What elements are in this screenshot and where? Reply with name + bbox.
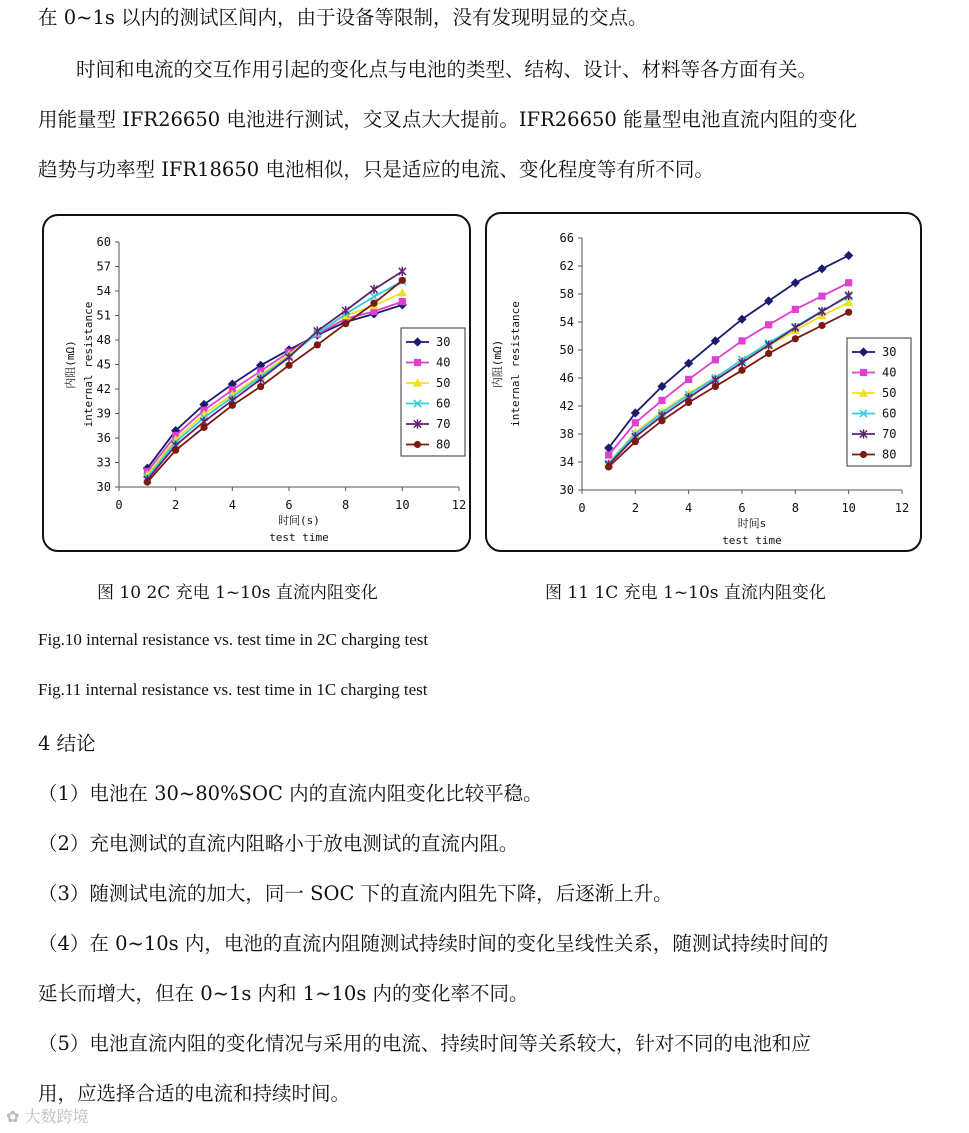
fig10-point-80 bbox=[285, 362, 292, 369]
fig10-legend-label-80: 80 bbox=[436, 437, 451, 452]
figure-11-caption-cn: 图 11 1C 充电 1~10s 直流内阻变化 bbox=[545, 583, 826, 603]
fig10-point-80 bbox=[257, 383, 264, 390]
fig11-ylabel-en: internal resistance bbox=[509, 301, 522, 427]
fig11-point-40 bbox=[712, 356, 719, 363]
fig11-x-tick-label: 2 bbox=[631, 501, 639, 515]
fig10-series-line-30 bbox=[147, 305, 402, 468]
fig10-x-tick-label: 2 bbox=[172, 498, 180, 512]
fig10-point-50 bbox=[398, 288, 407, 296]
fig10-point-80 bbox=[342, 320, 349, 327]
conclusion-item-2: （2）充电测试的直流内阻略小于放电测试的直流内阻。 bbox=[38, 832, 519, 855]
figure-10-chart bbox=[44, 216, 469, 550]
fig11-y-tick-label: 34 bbox=[559, 455, 574, 469]
watermark-logo-icon: ✿ bbox=[6, 1107, 20, 1126]
conclusion-item-1: （1）电池在 30~80%SOC 内的直流内阻变化比较平稳。 bbox=[38, 782, 543, 805]
fig11-series-30 bbox=[604, 251, 853, 453]
fig11-point-40 bbox=[765, 321, 772, 328]
figure-10-caption-en: Fig.10 internal resistance vs. test time in 2C charging test bbox=[38, 630, 429, 649]
fig11-series-80 bbox=[605, 309, 852, 471]
fig11-point-80 bbox=[605, 463, 612, 470]
fig11-legend-label-60: 60 bbox=[882, 406, 897, 421]
fig10-x-tick-label: 6 bbox=[285, 498, 293, 512]
fig10-y-tick-label: 33 bbox=[96, 455, 111, 470]
fig10-point-80 bbox=[144, 479, 151, 486]
fig11-series-50 bbox=[604, 298, 853, 467]
fig10-x-tick-label: 12 bbox=[451, 498, 467, 512]
figure-10-frame bbox=[42, 214, 471, 552]
intro-line-2: 时间和电流的交互作用引起的变化点与电池的类型、结构、设计、材料等各方面有关。 bbox=[76, 58, 818, 81]
fig11-point-80 bbox=[765, 350, 772, 357]
fig10-series-line-50 bbox=[147, 293, 402, 475]
fig10-ylabel-en: internal resistance bbox=[82, 301, 95, 428]
fig11-point-40 bbox=[658, 397, 665, 404]
fig11-x-tick-label: 10 bbox=[841, 501, 856, 515]
fig10-y-tick-label: 30 bbox=[96, 480, 111, 494]
fig11-legend bbox=[847, 338, 911, 466]
fig10-y-tick-label: 45 bbox=[96, 357, 111, 372]
fig10-y-tick-label: 57 bbox=[96, 259, 111, 274]
fig11-point-40 bbox=[632, 419, 639, 426]
fig11-y-tick-label: 50 bbox=[559, 343, 574, 357]
fig10-point-80 bbox=[399, 277, 406, 284]
fig10-series-40 bbox=[144, 298, 406, 475]
watermark-text: 大数跨境 bbox=[24, 1107, 89, 1126]
fig11-point-40 bbox=[792, 306, 799, 313]
fig10-point-80 bbox=[200, 424, 207, 431]
fig11-point-80 bbox=[632, 438, 639, 445]
fig11-legend-marker-80 bbox=[860, 451, 867, 458]
fig11-series-70 bbox=[605, 291, 852, 470]
watermark bbox=[6, 1104, 89, 1127]
intro-line-4: 趋势与功率型 IFR18650 电池相似，只是适应的电流、变化程度等有所不同。 bbox=[38, 158, 714, 181]
fig11-y-tick-label: 58 bbox=[559, 287, 574, 301]
fig11-point-80 bbox=[658, 417, 665, 424]
fig11-point-80 bbox=[712, 383, 719, 390]
fig11-y-tick-label: 66 bbox=[559, 231, 574, 245]
fig11-y-tick-label: 30 bbox=[559, 483, 574, 497]
fig10-series-30 bbox=[143, 300, 407, 473]
fig11-y-tick-label: 54 bbox=[559, 315, 574, 329]
fig10-legend-label-30: 30 bbox=[436, 335, 451, 349]
fig11-point-40 bbox=[605, 451, 612, 458]
fig11-legend-box bbox=[847, 338, 911, 466]
fig11-legend-label-80: 80 bbox=[882, 447, 897, 462]
conclusion-item-4b: 延长而增大，但在 0~1s 内和 1~10s 内的变化率不同。 bbox=[38, 982, 529, 1005]
fig11-point-80 bbox=[845, 309, 852, 316]
fig10-point-70 bbox=[399, 267, 406, 276]
fig10-point-80 bbox=[370, 300, 377, 307]
fig11-x-tick-label: 8 bbox=[791, 501, 799, 515]
fig10-xlabel-en: test time bbox=[269, 531, 329, 544]
conclusion-item-4a: （4）在 0~10s 内，电池的直流内阻随测试持续时间的变化呈线性关系，随测试持续时间的 bbox=[38, 932, 829, 955]
fig10-point-70 bbox=[370, 285, 377, 294]
fig11-y-tick-label: 38 bbox=[559, 427, 574, 441]
fig10-series-line-40 bbox=[147, 302, 402, 472]
fig11-legend-label-50: 50 bbox=[882, 386, 897, 400]
conclusion-item-3: （3）随测试电流的加大，同一 SOC 下的直流内阻先下降，后逐渐上升。 bbox=[38, 882, 673, 905]
fig11-point-80 bbox=[818, 322, 825, 329]
intro-line-3: 用能量型 IFR26650 电池进行测试，交叉点大大提前。IFR26650 能量型电池直流内阻的变化 bbox=[38, 108, 857, 131]
fig11-ylabel-cn: 内阻(mΩ) bbox=[491, 339, 504, 389]
fig11-series-line-80 bbox=[609, 312, 849, 467]
fig11-x-tick-label: 4 bbox=[685, 501, 693, 515]
fig11-point-40 bbox=[845, 279, 852, 286]
fig11-point-30 bbox=[817, 264, 826, 273]
fig10-y-tick-label: 60 bbox=[96, 235, 111, 249]
fig10-legend-label-50: 50 bbox=[436, 376, 451, 390]
figure-10-caption-cn: 图 10 2C 充电 1~10s 直流内阻变化 bbox=[97, 583, 378, 603]
fig10-legend-label-60: 60 bbox=[436, 396, 451, 411]
figure-11-caption-en: Fig.11 internal resistance vs. test time in 1C charging test bbox=[38, 680, 428, 699]
fig10-y-tick-label: 42 bbox=[96, 382, 111, 396]
fig11-y-tick-label: 46 bbox=[559, 371, 574, 385]
conclusion-item-5b: 用，应选择合适的电流和持续时间。 bbox=[38, 1082, 351, 1105]
fig10-legend-label-40: 40 bbox=[436, 355, 451, 370]
fig10-point-80 bbox=[314, 341, 321, 348]
fig10-point-60 bbox=[370, 293, 377, 300]
fig10-x-tick-label: 0 bbox=[115, 498, 123, 512]
fig10-x-tick-label: 10 bbox=[395, 498, 410, 512]
fig11-xlabel-en: test time bbox=[722, 534, 782, 547]
fig10-point-80 bbox=[229, 402, 236, 409]
fig11-point-80 bbox=[685, 399, 692, 406]
fig11-point-30 bbox=[844, 251, 853, 260]
conclusion-heading: 4 结论 bbox=[38, 732, 96, 755]
fig10-x-tick-label: 4 bbox=[228, 498, 236, 512]
fig10-x-tick-label: 8 bbox=[342, 498, 350, 512]
fig11-point-40 bbox=[818, 293, 825, 300]
fig11-point-40 bbox=[738, 337, 745, 344]
fig11-y-tick-label: 42 bbox=[559, 399, 574, 413]
fig11-x-tick-label: 0 bbox=[578, 501, 586, 515]
fig10-legend bbox=[401, 328, 465, 456]
fig11-xlabel-cn: 时间s bbox=[737, 517, 767, 530]
fig11-y-tick-label: 62 bbox=[559, 259, 574, 273]
fig10-y-tick-label: 48 bbox=[96, 333, 111, 347]
fig10-point-40 bbox=[399, 298, 406, 305]
fig11-series-line-30 bbox=[609, 256, 849, 449]
fig11-x-tick-label: 12 bbox=[894, 501, 910, 515]
fig10-series-line-80 bbox=[147, 280, 402, 482]
fig10-legend-marker-80 bbox=[414, 441, 421, 448]
fig10-xlabel-cn: 时间(s) bbox=[278, 514, 320, 527]
fig10-legend-marker-40 bbox=[414, 359, 421, 366]
conclusion-item-5a: （5）电池直流内阻的变化情况与采用的电流、持续时间等关系较大，针对不同的电池和应 bbox=[38, 1032, 811, 1055]
fig10-legend-box bbox=[401, 328, 465, 456]
fig10-point-80 bbox=[172, 447, 179, 454]
fig11-legend-label-30: 30 bbox=[882, 345, 897, 359]
intro-line-1: 在 0~1s 以内的测试区间内，由于设备等限制，没有发现明显的交点。 bbox=[38, 6, 648, 29]
fig11-legend-label-40: 40 bbox=[882, 365, 897, 380]
fig11-legend-label-70: 70 bbox=[882, 427, 897, 441]
fig10-series-80 bbox=[144, 277, 406, 486]
figure-11-frame bbox=[485, 212, 922, 552]
fig11-series-line-50 bbox=[609, 302, 849, 462]
fig10-y-tick-label: 39 bbox=[96, 406, 111, 421]
fig11-legend-marker-40 bbox=[860, 369, 867, 376]
fig11-point-80 bbox=[792, 335, 799, 342]
fig10-legend-label-70: 70 bbox=[436, 417, 451, 431]
fig10-y-tick-label: 36 bbox=[96, 431, 111, 445]
fig10-y-tick-label: 54 bbox=[96, 284, 111, 298]
figure-11-chart bbox=[487, 214, 920, 550]
fig10-y-tick-label: 51 bbox=[96, 308, 111, 323]
fig11-x-tick-label: 6 bbox=[738, 501, 746, 515]
fig11-point-40 bbox=[685, 376, 692, 383]
fig11-point-80 bbox=[738, 367, 745, 374]
fig10-ylabel-cn: 内阻(mΩ) bbox=[64, 340, 77, 389]
